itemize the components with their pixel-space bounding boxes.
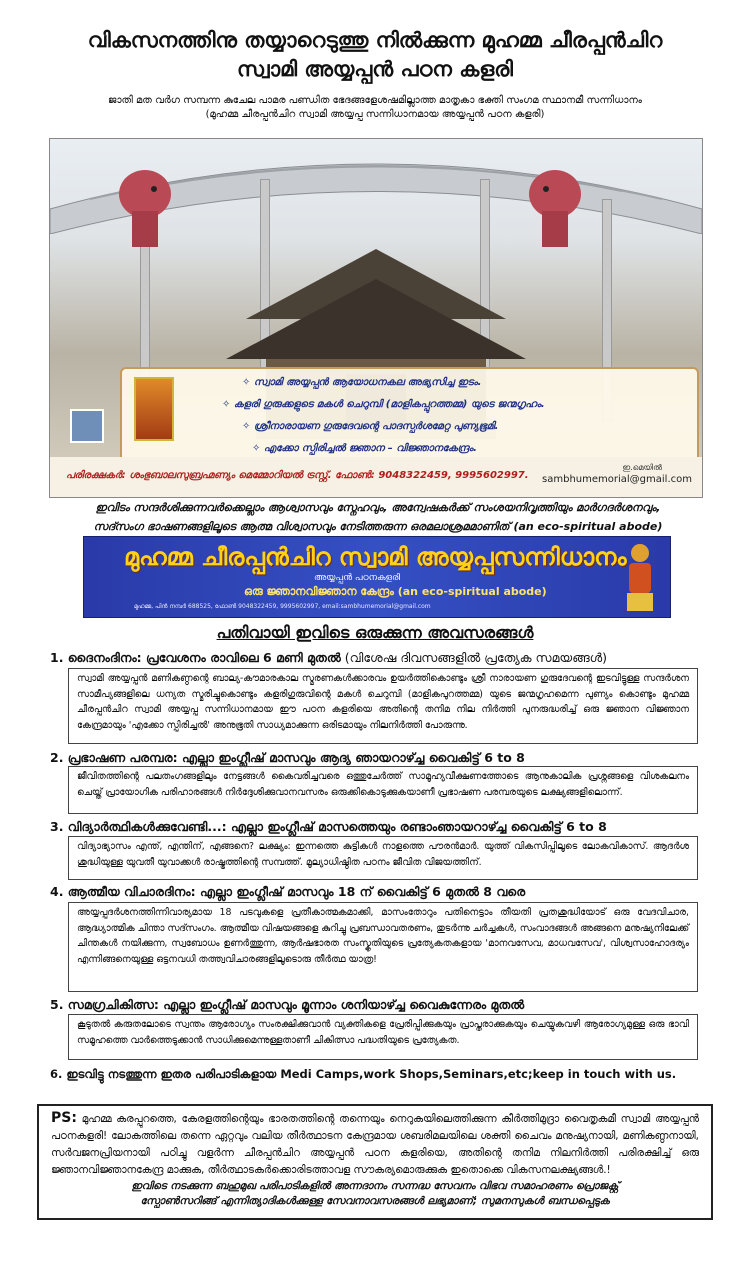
item-2-heading: 2. പ്രഭാഷണ പരമ്പര: എല്ലാ ഇംഗ്ലീഷ് മാസവും ആദ്യ ഞായറാഴ്ച്ച വൈകിട്ട് 6 to 8 xyxy=(50,750,525,765)
item-6: 6. ഇടവിട്ടു നടത്തുന്ന ഇതര പരിപാടികളായ Medi Camps,work Shops,Seminars,etc;keep in touch with us. xyxy=(50,1067,677,1081)
banner-subtitle: അയ്യപ്പൻ പഠനകളരി xyxy=(314,573,400,583)
banner-title: മുഹമ്മ ചീരപ്പൻചിറ സ്വാമി അയ്യപ്പസന്നിധാനം xyxy=(124,543,627,571)
lion-statue-left xyxy=(110,159,180,249)
ps-appeal-line-1: ഇവിടെ നടക്കുന്ന ബഹുമുഖ പരിപാടികളിൽ അന്നദാനം സന്നദ്ധ സേവനം വിഭവ സമാഹരണം പ്രൊജക്റ്റ് xyxy=(131,1180,619,1192)
email-label: ഇ.മെയിൽ xyxy=(622,463,662,472)
subtitle-line-1: ജാതി മത വർഗ സമ്പന്ന കുചേല പാമര പണ്ഡിത ഭേദങ്ങളേശഷമില്ലാത്ത മാതൃകാ ഭക്തി സംഗമ സ്ഥാനമീ സന്നിധാനം xyxy=(108,95,642,106)
page-title xyxy=(0,26,750,84)
tagline xyxy=(48,498,708,536)
item-5-body: കൂടുതൽ കരുതലോടെ സ്വന്തം ആരോഗ്യം സംരക്ഷിക്കുവാൻ വ്യക്തികളെ പ്രേരിപ്പിക്കുകയും പ്രാപ്തരാക്കുകയും ചെയ്യുകവഴി ആരോഗ്യമുള്ള ഒരു ഭാവി സമൂഹത്തെ വാർത്തെടുക്കാൻ സാധിക്കുമെന്നുള്ളതാണീ ചികിത്സാ പദ്ധതിയുടെ പ്രത്യേകത. xyxy=(68,1014,698,1060)
subtitle xyxy=(0,94,750,122)
item-1-body: സ്വാമി അയ്യപ്പൻ മണികണ്ഠന്റെ ബാല്യ-കൗമാരകാല സ്മരണകൾക്കാരവം ഉയർത്തികൊണ്ടും ശ്രീ നാരായണ ഗുരുദേവന്റെ ഇടവിട്ടുള്ള സന്ദർശന സാമീപ്യങ്ങളിലെ ധന്യത സ്മരിച്ചുകൊണ്ടും കളരിഗുരുവിന്റെ മകൾ ചെറുമ്പി (മാളികപുറത്തമ്മ) യുടെ ജന്മഗൃഹമെന്ന പുണ്യം കൊണ്ടും മുഹമ്മ ചീരപ്പൻചിറ സ്വാമി അയ്യപ്പ സന്നിധാനമായ ഈ പഠന കളരിയെ അതിന്റെ തനിമ നില നിർത്തി പുനരുദ്ധരിച്ച് ഒരു ജ്ഞാന വിജ്ഞാന കേന്ദ്രമായും 'എക്കോ സ്പിരിച്ചൽ' അനുഭൂതി സാധ്യമാക്കുന്ന ഒരിടമായും നിലനിർത്തി പോരുന്നു. xyxy=(68,668,698,744)
ps-body: മുഹമ്മ കരപ്പുറത്തെ, കേരളത്തിന്റെയും ഭാരതത്തിന്റെ തന്നെയും നെറുകയിലെത്തിക്കുന്ന കീർത്തിമുദ്രാ വൈതൃകമീ സ്വാമി അയ്യപ്പൻ പഠനകളരി! ലോകത്തിലെ തന്നെ ഏറ്റവും വലിയ തീർത്ഥാടന കേന്ദ്രമായ ശബരിമലയിലെ ശക്തി ചൈവം മനുഷ്യനായി, മണികണ്ഠനായി, സർവജനപ്രിയനായി പഠിച്ചു വളർന്ന ചീരപ്പൻചിറ അയ്യപ്പൻ പഠന കളരിയെ, അതിന്റെ തനിമ നിലനിർത്തി പരിരക്ഷിച്ച് ഒരു ജ്ഞാനവിജ്ഞാനകേന്ദ്ര മാക്കുക, തീർത്ഥാടകർക്കൊരിടത്താവള സൗകര്യമൊരുക്കുക ഇതൊക്കെ വികസനലക്ഷ്യങ്ങൾ.! xyxy=(51,1113,699,1176)
info-card xyxy=(120,367,699,469)
subtitle-line-2: (മുഹമ്മ ചീരപ്പൻചിറ സ്വാമി അയ്യപ്പ സന്നിധാനമായ അയ്യപ്പൻ പഠന കളരി) xyxy=(205,109,545,120)
title-line-1: വികസനത്തിനു തയ്യാറെടുത്തു നിൽക്കുന്ന മുഹമ്മ ചീരപ്പൻചിറ xyxy=(87,28,663,52)
photo-footer xyxy=(50,457,702,497)
info-line: ✧ ശ്രീനാരായണ ഗുരുദേവന്റെ പാദസ്പർശമേറ്റ പുണ്യഭൂമി. xyxy=(242,421,499,432)
item-4-body: അയ്യപ്പദർശനത്തിന്നിവാര്യമായ 18 പടവുകളെ പ്രതീകാത്മകമാക്കി, മാസംതോറും പതിനെട്ടാം തീയതി പ്രതശുദ്ധിയോട് ഒരു വേദവിചാര, ആദ്ധ്യാത്മിക ചിന്താ സദ്സംഗം. ആത്മീയ വിഷയങ്ങളെ കുറിച്ചു പ്രബന്ധാവതരണം, തുടർന്നു ചർച്ചകൾ, സംവാദങ്ങൾ അങ്ങനെ മനുഷ്യനിലേക്ക് ചിന്തകൾ നയിക്കുന്ന, സ്വബോധം ഉണർത്തുന്ന, ആർഷഭാരത സംസ്കൃതിയുടെ പ്രത്യേകതകളായ 'മാനവസേവ, മാധവസേവ', വിശ്വസാഹോദര്യം എന്നിങ്ങനെയുള്ള ഒട്ടനവധി തത്ത്വവിചാരങ്ങളിലൂടൊരു തീർത്ഥ യാത്ര! xyxy=(68,902,698,992)
postscript-text xyxy=(51,1110,699,1179)
ps-label: PS: xyxy=(51,1110,77,1126)
ayyappa-picture xyxy=(134,377,174,441)
title-line-2: സ്വാമി അയ്യപ്പൻ പഠന കളരി xyxy=(237,57,513,81)
info-line: ✧ കളരി ഗുരുക്കളുടെ മകൾ ചെറുമ്പി (മാളികപ്പുറത്തമ്മ) യുടെ ജന്മഗൃഹം. xyxy=(222,399,545,410)
ayyappa-figure xyxy=(619,541,661,613)
item-5-heading: 5. സമഗ്രചികിത്സ: എല്ലാ ഇംഗ്ലീഷ് മാസവും മൂന്നാം ശനിയാഴ്ച്ച വൈകുന്നേരം മുതൽ xyxy=(50,997,525,1012)
item-3-body: വിദ്യാഭ്യാസം എന്ത്, എന്തിന്, എങ്ങനെ? ലക്ഷ്യം: ഇന്നത്തെ കുട്ടികൾ നാളത്തെ പൗരൻമാർ. യുത്ത് വികസിപ്പിലൂടെ ലോകവികാസ്. ആദർശ ശുദ്ധിയുള്ള യുവതീ യുവാക്കൾ രാഷ്ട്രത്തിന്റെ സമ്പത്ത്. മൂല്യാധിഷ്ഠിത പഠനം ജീവിത വിജയത്തിന്. xyxy=(68,836,698,880)
ps-appeal-line-2: സ്പോൺസറിങ്ങ് എന്നിത്യാദികൾക്കുള്ള സേവനാവസരങ്ങൾ ലഭ്യമാണ്; സുമനസുകൾ ബന്ധപ്പെടുക xyxy=(140,1195,610,1207)
item-3-heading: 3. വിദ്യാർത്ഥികൾക്കുവേണ്ടി...: എല്ലാ ഇംഗ്ലീഷ് മാസത്തെയും രണ്ടാംഞായറാഴ്ച്ച വൈകിട്ട് 6 to 8 xyxy=(50,819,607,834)
item-1-note: (വിശേഷ ദിവസങ്ങളിൽ പ്രത്യേക സമയങ്ങൾ) xyxy=(340,650,608,665)
trust-logo xyxy=(70,409,104,443)
trust-contact: പരിരക്ഷകർ: ശംഭുബാലസുബ്രഹ്മണ്യം മെമ്മോറിയൽ ട്രസ്റ്റ്. ഫോൺ: 9048322459, 9995602997. xyxy=(66,470,529,481)
tagline-line-2: സദ്സംഗ ഭാഷണങ്ങളിലൂടെ ആത്മ വിശ്വാസവും നേടിത്തരുന്ന ഒരമലാശ്രമമാണിത് (an eco-spiritual abode) xyxy=(93,520,663,533)
section-heading: പതിവായി ഇവിടെ ഒരുക്കുന്ന അവസരങ്ങൾ xyxy=(216,623,534,642)
info-line: ✧ സ്വാമി അയ്യപ്പൻ ആയോധനകല അഭ്യസിച്ച ഇടം. xyxy=(242,377,482,388)
banner-tagline: ഒരു ജ്ഞാനവിജ്ഞാന കേന്ദ്രം (an eco-spiritual abode) xyxy=(244,585,547,598)
info-line: ✧ എക്കോ സ്പിരിച്ചൽ ജ്ഞാന – വിജ്ഞാനകേന്ദ്രം. xyxy=(252,443,477,454)
tagline-line-1: ഇവിടം സന്ദർശിക്കുന്നവർക്കെല്ലാം ആശ്വാസവും സ്നേഹവും, അന്വേഷകർക്ക് സംശയനിവൃത്തിയും മാർഗദർശനവും, xyxy=(95,501,661,514)
item-1-heading: 1. ദൈനംദിനം: പ്രവേശനം രാവിലെ 6 മണി മുതൽ (വിശേഷ ദിവസങ്ങളിൽ പ്രത്യേക സമയങ്ങൾ) xyxy=(50,650,608,665)
item-2-body: ജീവിതത്തിന്റെ പലതംഗങ്ങളിലും നേട്ടങ്ങൾ കൈവരിച്ചവരെ ഒത്തുചേർത്ത് സാമൂഹ്യവീക്ഷണത്തോടെ ആനുകാലിക പ്രശ്നങ്ങളെ വിശകലനം ചെയ്ത് പ്രായോഗിക പരിഹാരങ്ങൾ നിർദ്ദേശിക്കുവാനവസരം ഒരുക്കികൊടുക്കുകയാണീ പ്രഭാഷണ പരമ്പരയുടെ ലക്ഷ്യങ്ങളിലൊന്ന്. xyxy=(68,766,698,814)
postscript-box xyxy=(37,1104,713,1220)
temple-photo xyxy=(49,138,703,498)
lion-statue-right xyxy=(520,159,590,249)
sannidhanam-banner xyxy=(83,536,671,618)
item-4-heading: 4. ആത്മീയ വിചാരദിനം: എല്ലാ ഇംഗ്ലീഷ് മാസവും 18 ന് വൈകിട്ട് 6 മുതൽ 8 വരെ xyxy=(50,884,526,899)
email-address: sambhumemorial@gmail.com xyxy=(542,474,692,485)
banner-contact: മുഹമ്മ, പിൻ നമ്പർ 688525, ഫോൺ 9048322459, 9995602997, email:sambhumemorial@gmail.com xyxy=(134,603,431,610)
